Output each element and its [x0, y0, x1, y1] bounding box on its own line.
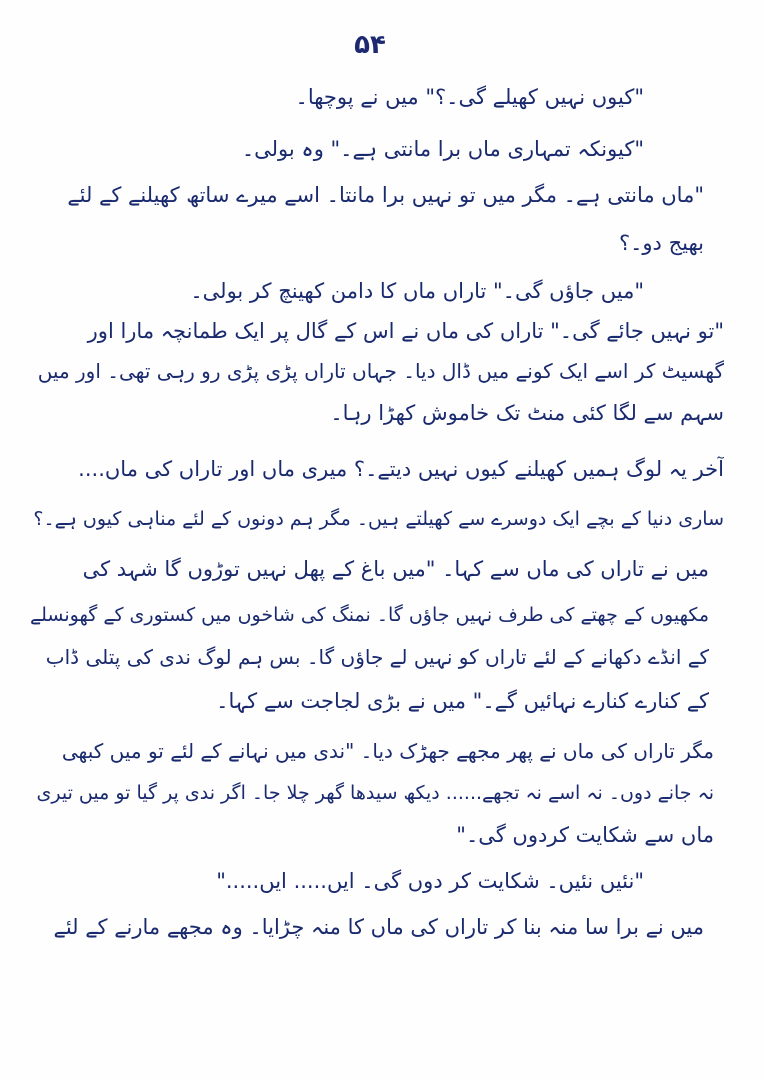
- page-number: ۵۴: [354, 30, 386, 60]
- text-line: سہم سے لگا کئی منٹ تک خاموش کھڑا رہا۔: [330, 401, 724, 425]
- text-line: "تو نہیں جائے گی۔" تاراں کی ماں نے اس کے گال پر ایک طمانچہ مارا اور: [87, 319, 724, 343]
- text-line: میں نے برا سا منہ بنا کر تاراں کی ماں کا منہ چڑایا۔ وہ مجھے مارنے کے لئے: [54, 915, 704, 939]
- text-line: "کیوں نہیں کھیلے گی۔؟" میں نے پوچھا۔: [295, 85, 644, 109]
- text-line: کے انڈے دکھانے کے لئے تاراں کو نہیں لے جاؤں گا۔ بس ہم لوگ ندی کی پتلی ڈاب: [45, 645, 709, 669]
- text-line: "میں جاؤں گی۔" تاراں ماں کا دامن کھینچ کر بولی۔: [190, 279, 644, 303]
- text-line: گھسیٹ کر اسے ایک کونے میں ڈال دیا۔ جہاں تاراں پڑی پڑی رو رہی تھی۔ اور میں: [37, 359, 724, 383]
- text-line: "نئیں نئیں۔ شکایت کر دوں گی۔ ایں..... ایں.....": [216, 869, 644, 893]
- text-line: ماں سے شکایت کردوں گی۔": [456, 823, 714, 847]
- text-line: نہ جانے دوں۔ نہ اسے نہ تجھے...... دیکھ سیدھا گھر چلا جا۔ اگر ندی پر گیا تو میں تیری: [36, 782, 714, 804]
- text-line: "ماں مانتی ہے۔ مگر میں تو نہیں برا مانتا۔ اسے میرے ساتھ کھیلنے کے لئے: [67, 183, 704, 207]
- text-line: مگر تاراں کی ماں نے پھر مجھے جھڑک دیا۔ "ندی میں نہانے کے لئے تو میں کبھی: [61, 739, 714, 763]
- text-line: مکھیوں کے چھتے کی طرف نہیں جاؤں گا۔ نمنگ کی شاخوں میں کستوری کے گھونسلے: [30, 604, 709, 626]
- text-line: کے کنارے کنارے نہائیں گے۔" میں نے بڑی لجاجت سے کہا۔: [216, 689, 709, 713]
- text-line: آخر یہ لوگ ہمیں کھیلنے کیوں نہیں دیتے۔؟ میری ماں اور تاراں کی ماں....: [78, 457, 724, 481]
- text-line: "کیونکہ تمہاری ماں برا مانتی ہے۔" وہ بولی۔: [241, 137, 644, 161]
- text-line: ساری دنیا کے بچے ایک دوسرے سے کھیلتے ہیں۔ مگر ہم دونوں کے لئے مناہی کیوں ہے۔؟: [33, 508, 724, 530]
- text-line: بھیج دو۔؟: [618, 231, 704, 255]
- text-line: میں نے تاراں کی ماں سے کہا۔ "میں باغ کے پھل نہیں توڑوں گا شہد کی: [82, 557, 709, 581]
